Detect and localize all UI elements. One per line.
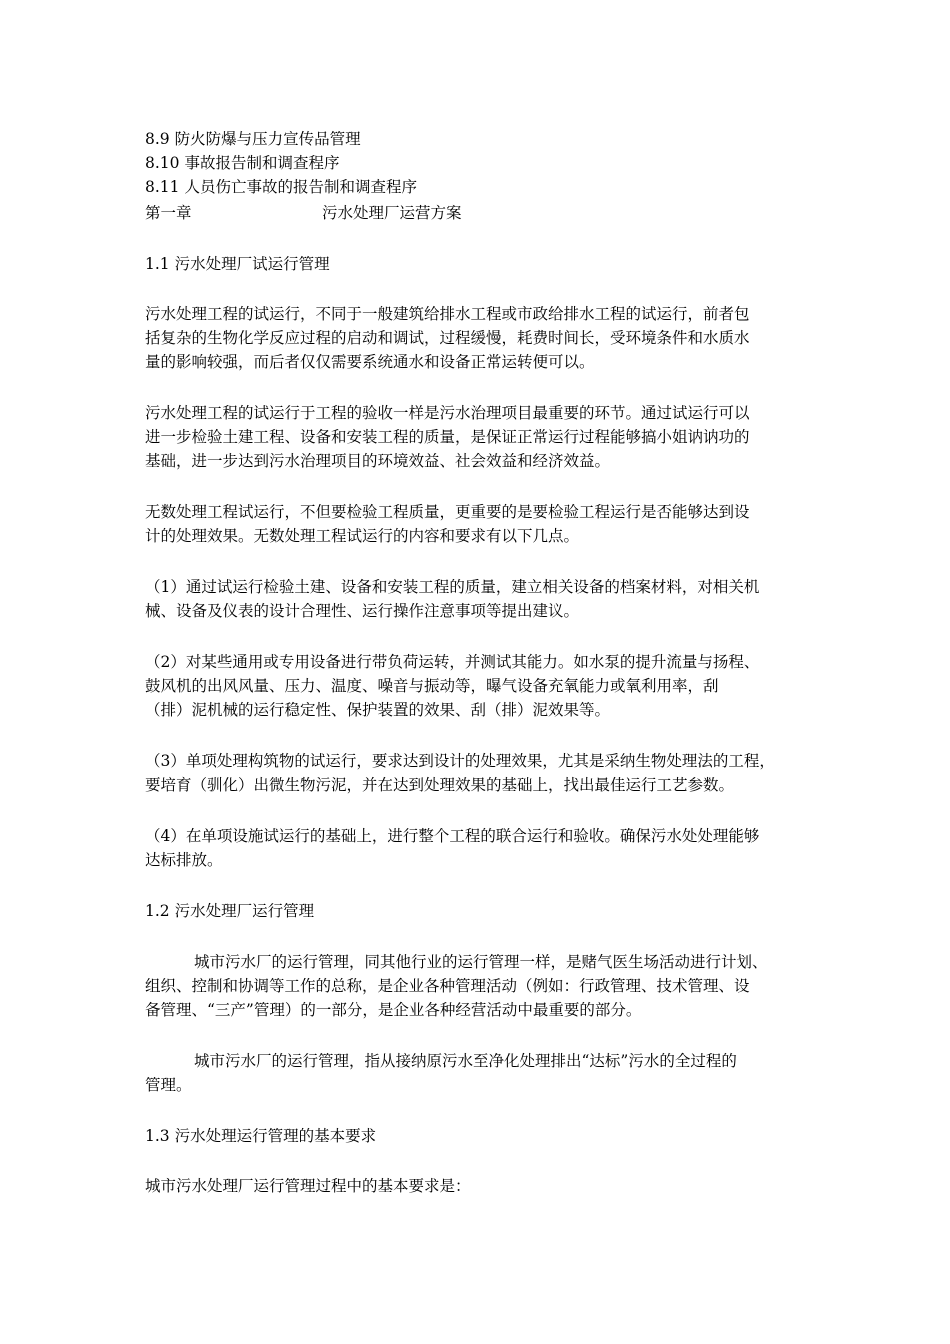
paragraph-line: 污水处理工程的试运行于工程的验收一样是污水治理项目最重要的环节。通过试运行可以 <box>145 404 750 422</box>
paragraph-line: 城市污水处理厂运行管理过程中的基本要求是： <box>145 1177 471 1195</box>
paragraph-line: 进一步检验土建工程、设备和安装工程的质量，是保证正常运行过程能够搞小姐讷讷功的 <box>145 428 750 446</box>
list-item-line: 达标排放。 <box>145 851 223 869</box>
paragraph-line: 污水处理工程的试运行，不同于一般建筑给排水工程或市政给排水工程的试运行，前者包 <box>145 305 750 323</box>
chapter-title: 污水处理厂运营方案 <box>322 204 462 222</box>
list-item-line: （2）对某些通用或专用设备进行带负荷运转，并测试其能力。如水泵的提升流量与扬程、 <box>145 653 760 671</box>
chapter-number: 第一章 <box>145 204 192 222</box>
toc-item: 8.11 人员伤亡事故的报告制和调查程序 <box>145 178 417 196</box>
paragraph-line: 计的处理效果。无数处理工程试运行的内容和要求有以下几点。 <box>145 527 580 545</box>
toc-item: 8.9 防火防爆与压力宣传品管理 <box>145 130 361 148</box>
paragraph-line: 无数处理工程试运行，不但要检验工程质量，更重要的是要检验工程运行是否能够达到设 <box>145 503 750 521</box>
list-item-line: （排）泥机械的运行稳定性、保护装置的效果、刮（排）泥效果等。 <box>145 701 611 719</box>
section-heading: 1.3 污水处理运行管理的基本要求 <box>145 1127 377 1145</box>
list-item-line: （1）通过试运行检验土建、设备和安装工程的质量，建立相关设备的档案材料，对相关机 <box>145 578 760 596</box>
list-item-line: （3）单项处理构筑物的试运行，要求达到设计的处理效果，尤其是采纳生物处理法的工程， <box>145 752 775 770</box>
list-item-line: 鼓风机的出风风量、压力、温度、噪音与振动等，曝气设备充氧能力或氧利用率，刮 <box>145 677 719 695</box>
paragraph-line: 城市污水厂的运行管理，同其他行业的运行管理一样，是赌气医生场活动进行计划、 <box>194 953 768 971</box>
chapter-heading <box>0 201 950 225</box>
paragraph-line: 量的影响较强，而后者仅仅需要系统通水和设备正常运转便可以。 <box>145 353 595 371</box>
section-heading: 1.2 污水处理厂运行管理 <box>145 902 315 920</box>
paragraph-line: 管理。 <box>145 1076 192 1094</box>
paragraph-line: 基础，进一步达到污水治理项目的环境效益、社会效益和经济效益。 <box>145 452 611 470</box>
list-item-line: 械、设备及仪表的设计合理性、运行操作注意事项等提出建议。 <box>145 602 580 620</box>
list-item-line: 要培育（驯化）出微生物污泥，并在达到处理效果的基础上，找出最佳运行工艺参数。 <box>145 776 735 794</box>
toc-item: 8.10 事故报告制和调查程序 <box>145 154 340 172</box>
paragraph-line: 备管理、“三产”管理）的一部分，是企业各种经营活动中最重要的部分。 <box>145 1001 642 1019</box>
paragraph-line: 城市污水厂的运行管理，指从接纳原污水至净化处理排出“达标”污水的全过程的 <box>194 1052 737 1070</box>
paragraph-line: 组织、控制和协调等工作的总称，是企业各种管理活动（例如：行政管理、技术管理、设 <box>145 977 750 995</box>
list-item-line: （4）在单项设施试运行的基础上，进行整个工程的联合运行和验收。确保污水处处理能够 <box>145 827 760 845</box>
section-heading: 1.1 污水处理厂试运行管理 <box>145 255 330 273</box>
paragraph-line: 括复杂的生物化学反应过程的启动和调试，过程缓慢，耗费时间长，受环境条件和水质水 <box>145 329 750 347</box>
